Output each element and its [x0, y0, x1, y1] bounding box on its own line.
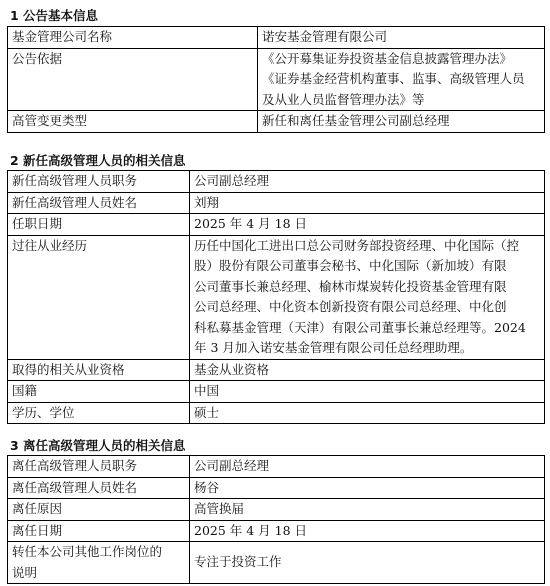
row-label: 取得的相关从业资格 [8, 359, 190, 381]
row-value: 中国 [190, 381, 545, 403]
departing-manager-table [7, 455, 545, 584]
table-row [8, 499, 545, 521]
row-value [258, 48, 545, 111]
row-label: 新任高级管理人员职务 [8, 171, 190, 193]
value-line: 《证券基金经营机构董事、监事、高级管理人员 [262, 71, 525, 86]
row-value: 公司副总经理 [190, 171, 545, 193]
value-line: 公司董事长兼总经理、榆林市煤炭转化投资基金管理有限 [194, 278, 507, 294]
table-row [8, 359, 545, 381]
row-value: 基金从业资格 [190, 359, 545, 381]
row-label: 离任高级管理人员职务 [8, 456, 190, 478]
section-title-basic-info: 1 公告基本信息 [10, 8, 99, 23]
table-row [8, 235, 545, 359]
row-value: 2025 年 4 月 18 日 [190, 520, 545, 542]
row-value: 公司副总经理 [190, 456, 545, 478]
table-row [8, 477, 545, 499]
table-row [8, 542, 545, 584]
row-value: 高管换届 [190, 499, 545, 521]
table-row [8, 402, 545, 424]
row-label: 高管变更类型 [8, 111, 258, 133]
row-label: 离任高级管理人员姓名 [8, 477, 190, 499]
table-row [8, 456, 545, 478]
row-label: 任职日期 [8, 214, 190, 236]
row-value: 2025 年 4 月 18 日 [190, 214, 545, 236]
row-value: 刘翔 [190, 192, 545, 214]
row-label: 新任高级管理人员姓名 [8, 192, 190, 214]
section-title-new-manager: 2 新任高级管理人员的相关信息 [10, 153, 186, 168]
value-line: 及从业人员监督管理办法》等 [262, 91, 425, 107]
row-label: 学历、学位 [8, 402, 190, 424]
row-value: 诺安基金管理有限公司 [258, 27, 545, 49]
value-line: 公司总经理、中化资本创新投资有限公司总经理、中化创 [194, 299, 507, 314]
row-label: 离任原因 [8, 499, 190, 521]
section-title-departing-manager: 3 离任高级管理人员的相关信息 [10, 438, 186, 453]
row-value: 杨谷 [190, 477, 545, 499]
table-row [8, 192, 545, 214]
table-row [8, 520, 545, 542]
row-label: 公告依据 [8, 48, 258, 111]
table-row [8, 48, 545, 111]
value-line: 科私募基金管理（天津）有限公司董事长兼总经理等。2024 [194, 319, 526, 335]
row-value: 新任和离任基金管理公司副总经理 [258, 111, 545, 133]
table-row [8, 214, 545, 236]
value-line: 《公开募集证券投资基金信息披露管理办法》 [262, 50, 513, 66]
table-row [8, 171, 545, 193]
table-row [8, 381, 545, 403]
label-line: 转任本公司其他工作岗位的 [12, 544, 163, 559]
row-label: 基金管理公司名称 [8, 27, 258, 49]
row-label [8, 542, 190, 584]
row-value [190, 235, 545, 359]
table-row [8, 111, 545, 133]
table-row [8, 27, 545, 49]
value-line: 股）股份有限公司董事会秘书、中化国际（新加坡）有限 [194, 258, 507, 273]
row-value: 专注于投资工作 [190, 542, 545, 584]
label-line: 说明 [12, 564, 38, 580]
value-line: 年 3 月加入诺安基金管理有限公司任总经理助理。 [194, 340, 473, 355]
row-label: 国籍 [8, 381, 190, 403]
new-manager-table [7, 170, 545, 424]
row-label: 离任日期 [8, 520, 190, 542]
row-label: 过往从业经历 [8, 235, 190, 359]
basic-info-table [7, 26, 545, 133]
value-line: 历任中国化工进出口总公司财务部投资经理、中化国际（控 [194, 237, 520, 253]
row-value: 硕士 [190, 402, 545, 424]
